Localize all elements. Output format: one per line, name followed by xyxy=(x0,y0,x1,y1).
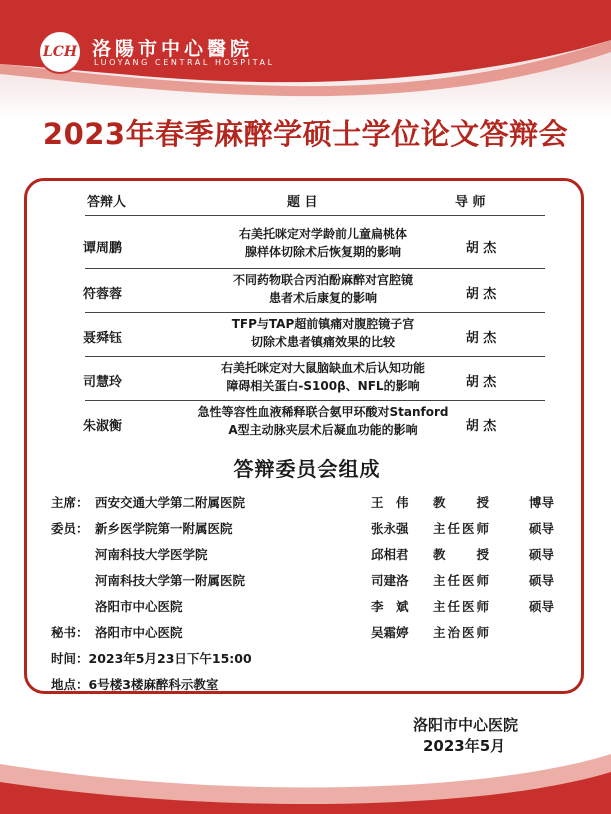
place-value: 6号楼3楼麻醉科示教室 xyxy=(88,677,219,692)
topic-line-1: 不同药物联合丙泊酚麻醉对宫腔镜 xyxy=(232,273,413,287)
member-title: 主任医师 xyxy=(433,521,492,536)
defender-name: 符蓉蓉 xyxy=(83,287,123,302)
topic-line-1: 右美托咪定对学龄前儿童扁桃体 xyxy=(238,227,407,241)
topic-line-2: 患者术后康复的影响 xyxy=(268,291,377,305)
hospital-name-en: LUOYANG CENTRAL HOSPITAL xyxy=(94,58,275,67)
member-name: 李 斌 xyxy=(371,599,409,614)
member-name: 邱相君 xyxy=(371,547,409,562)
footer-date: 2023年5月 xyxy=(423,737,506,755)
committee-row xyxy=(27,545,587,567)
role-label: 主席： xyxy=(51,495,89,510)
topic-line-1: 急性等容性血液稀释联合氨甲环酸对Stanford xyxy=(197,405,449,419)
committee-row xyxy=(27,623,587,645)
footer-hospital: 洛阳市中心医院 xyxy=(413,716,519,734)
member-name: 司建洛 xyxy=(371,573,409,588)
footer-red-wave xyxy=(0,724,611,814)
advisor-name: 胡 杰 xyxy=(465,331,497,346)
content-panel xyxy=(24,178,584,694)
topic-line-2: 切除术患者镇痛效果的比较 xyxy=(250,335,395,349)
member-supervisor: 硕导 xyxy=(529,599,555,614)
member-title: 主任医师 xyxy=(433,599,492,614)
advisor-name: 胡 杰 xyxy=(465,375,497,390)
member-supervisor: 硕导 xyxy=(529,547,555,562)
member-name: 王 伟 xyxy=(371,495,409,510)
defender-name: 司慧玲 xyxy=(83,375,123,390)
topic-line-2: 障碍相关蛋白-S100β、NFL的影响 xyxy=(226,379,420,393)
member-title: 主任医师 xyxy=(433,573,492,588)
page-title: 2023年春季麻醉学硕士学位论文答辩会 xyxy=(42,117,569,151)
defender-name: 谭周鹏 xyxy=(83,241,123,256)
institution: 河南科技大学医学院 xyxy=(95,547,208,562)
hospital-name-cn: 洛陽市中心醫院 xyxy=(92,38,254,60)
institution: 河南科技大学第一附属医院 xyxy=(95,573,246,588)
logo-mark-icon: LCH xyxy=(38,30,82,74)
institution: 新乡医学院第一附属医院 xyxy=(95,521,233,536)
table-row xyxy=(27,223,587,267)
committee-row xyxy=(27,597,587,619)
topic-line-1: TFP与TAP超前镇痛对腹腔镜子宫 xyxy=(231,317,415,331)
member-title: 教 授 xyxy=(433,547,492,562)
advisor-name: 胡 杰 xyxy=(465,419,497,434)
committee-row xyxy=(27,493,587,515)
table-row xyxy=(27,401,587,445)
member-supervisor: 硕导 xyxy=(529,521,555,536)
member-name: 吴霜婷 xyxy=(371,625,409,640)
member-supervisor: 硕导 xyxy=(529,573,555,588)
defender-name: 朱淑衡 xyxy=(83,419,123,434)
place-label: 地点： xyxy=(51,677,89,692)
time-row xyxy=(51,649,252,667)
committee-row xyxy=(27,571,587,593)
institution: 洛阳市中心医院 xyxy=(95,599,183,614)
header-advisor: 导 师 xyxy=(455,195,486,210)
committee-title: 答辩委员会组成 xyxy=(233,457,381,481)
advisor-name: 胡 杰 xyxy=(465,241,497,256)
topic-line-2: A型主动脉夹层术后凝血功能的影响 xyxy=(228,423,418,437)
place-row xyxy=(51,675,218,693)
topic-line-2: 腺样体切除术后恢复期的影响 xyxy=(244,245,401,259)
topic-line-1: 右美托咪定对大鼠脑缺血术后认知功能 xyxy=(220,361,425,375)
member-supervisor: 博导 xyxy=(529,495,555,510)
advisor-name: 胡 杰 xyxy=(465,287,497,302)
institution: 西安交通大学第二附属医院 xyxy=(95,495,246,510)
table-row xyxy=(27,269,587,313)
header-topic: 题 目 xyxy=(287,195,318,210)
table-row xyxy=(27,313,587,357)
table-row xyxy=(27,357,587,401)
role-label: 委员： xyxy=(51,521,89,536)
role-label: 秘书： xyxy=(51,625,89,640)
time-label: 时间： xyxy=(51,651,89,666)
member-title: 主治医师 xyxy=(433,625,492,640)
defender-name: 聂舜钰 xyxy=(83,331,123,346)
table-header-rule xyxy=(85,215,545,216)
committee-row xyxy=(27,519,587,541)
institution: 洛阳市中心医院 xyxy=(95,625,183,640)
time-value: 2023年5月23日下午15:00 xyxy=(88,651,252,666)
member-name: 张永强 xyxy=(371,521,409,536)
header-name: 答辩人 xyxy=(87,195,127,210)
member-title: 教 授 xyxy=(433,495,492,510)
